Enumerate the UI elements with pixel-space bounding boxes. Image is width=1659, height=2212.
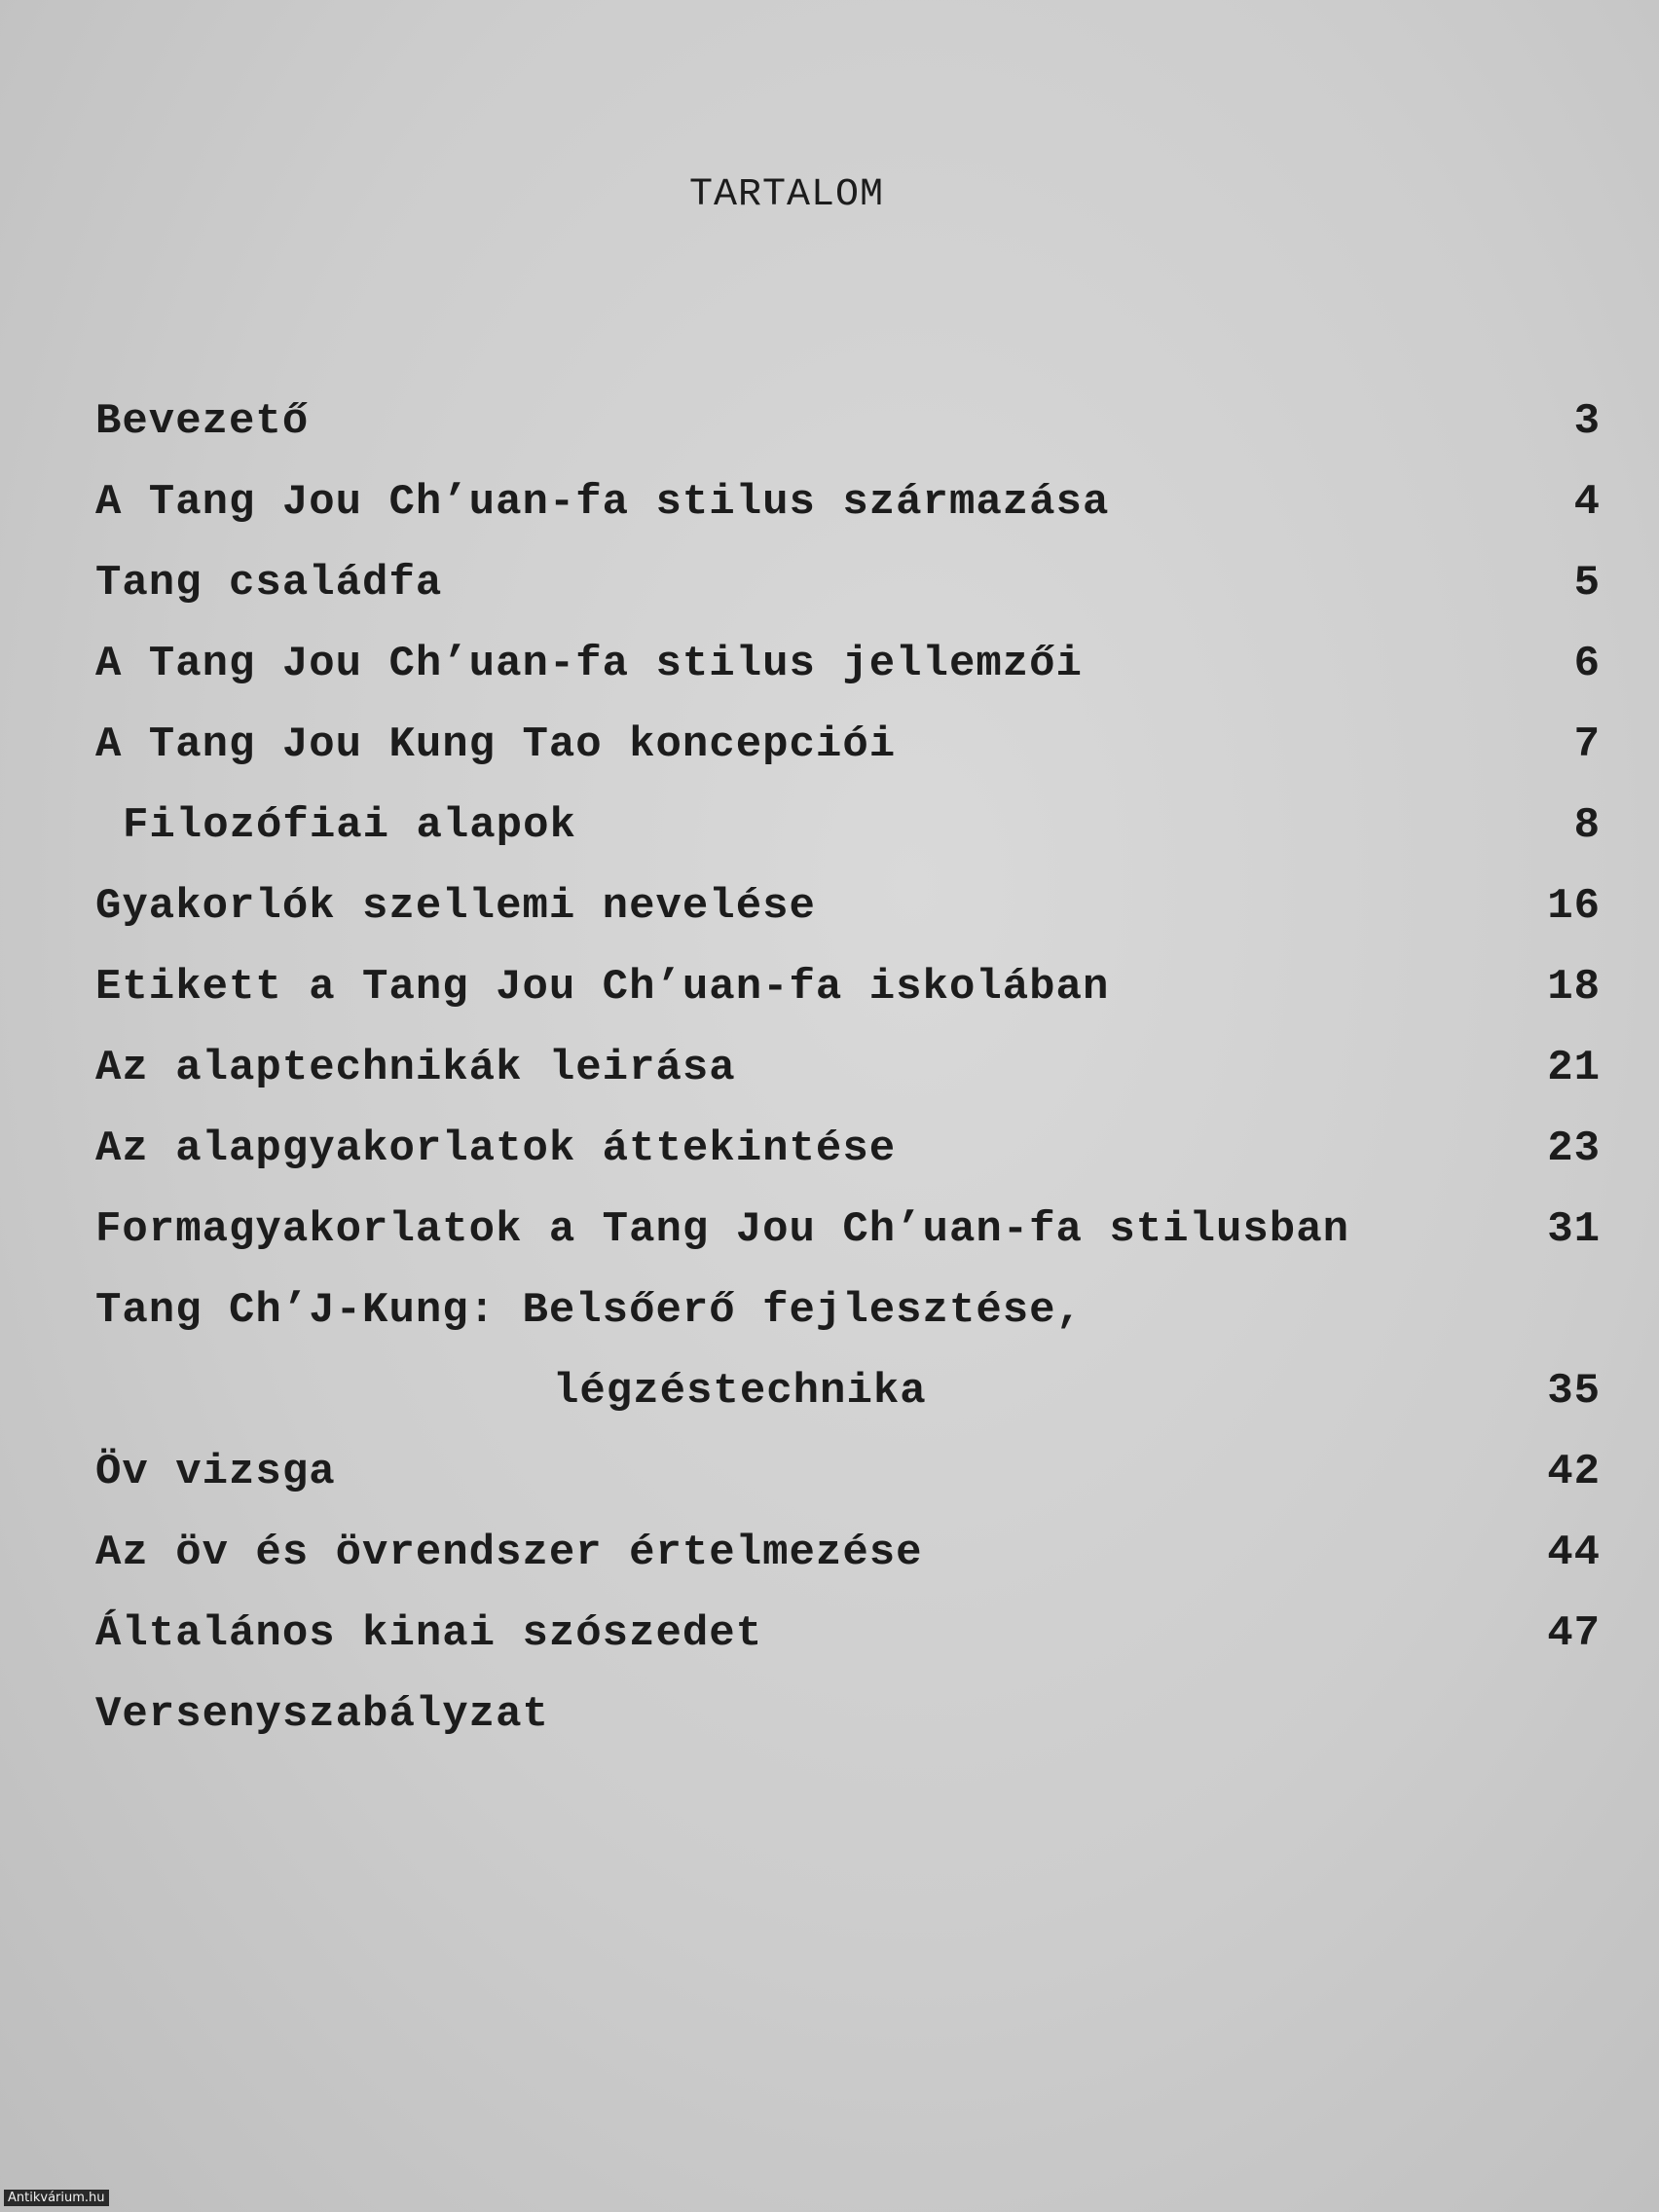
toc-entry-label: A Tang Jou Kung Tao koncepciói xyxy=(95,720,897,769)
toc-entry xyxy=(95,387,1601,468)
toc-entry xyxy=(95,953,1601,1034)
toc-entry xyxy=(95,549,1601,630)
toc-entry-label: Az öv és övrendszer értelmezése xyxy=(95,1529,923,1577)
page-title: TARTALOM xyxy=(688,173,885,217)
toc-entry-page: 6 xyxy=(1573,640,1601,688)
toc-entry-page: 8 xyxy=(1573,801,1601,850)
toc-entry xyxy=(95,630,1601,711)
toc-entry-label: Az alapgyakorlatok áttekintése xyxy=(95,1124,897,1173)
toc-entry xyxy=(95,468,1601,549)
toc-entry-label: Etikett a Tang Jou Ch’uan-fa iskolában xyxy=(95,963,1110,1012)
toc-entry xyxy=(95,1115,1601,1196)
toc-entry-page: 35 xyxy=(1547,1367,1601,1416)
toc-entry-page: 18 xyxy=(1547,963,1601,1012)
toc-entry-label: Bevezető xyxy=(95,397,310,446)
toc-entry-label: Gyakorlók szellemi nevelése xyxy=(95,882,816,931)
toc-entry-label: Tang Ch’J-Kung: Belsőerő fejlesztése, xyxy=(95,1286,1083,1335)
toc-entry xyxy=(95,711,1601,792)
toc-entry-label: Az alaptechnikák leirása xyxy=(95,1044,736,1092)
toc-entry xyxy=(95,872,1601,953)
toc-entry-page: 3 xyxy=(1573,397,1601,446)
toc-entry xyxy=(95,1034,1601,1115)
toc-entry-page: 42 xyxy=(1547,1448,1601,1496)
toc-entry-page: 31 xyxy=(1547,1205,1601,1254)
toc-entry-label: Tang családfa xyxy=(95,559,443,608)
toc-entry-label: Általános kinai szószedet xyxy=(95,1609,763,1658)
toc-entry-label: A Tang Jou Ch’uan-fa stilus jellemzői xyxy=(95,640,1083,688)
toc-entry-page: 16 xyxy=(1547,882,1601,931)
toc-entry-label: légzéstechnika xyxy=(553,1367,927,1416)
toc-entry-page: 7 xyxy=(1573,720,1601,769)
toc-entry-page: 21 xyxy=(1547,1044,1601,1092)
toc-entry-label: Formagyakorlatok a Tang Jou Ch’uan-fa stilusban xyxy=(95,1205,1350,1254)
toc-entry-page: 4 xyxy=(1573,478,1601,527)
toc-entry-page: 47 xyxy=(1547,1609,1601,1658)
toc-entry-page: 5 xyxy=(1573,559,1601,608)
toc-entry-page: 23 xyxy=(1547,1124,1601,1173)
toc-entry-label: A Tang Jou Ch’uan-fa stilus származása xyxy=(95,478,1110,527)
table-of-contents xyxy=(95,387,1601,1761)
toc-entry xyxy=(95,792,1601,872)
toc-entry xyxy=(95,1519,1601,1600)
toc-entry xyxy=(95,1196,1601,1276)
toc-entry xyxy=(95,1276,1601,1357)
toc-entry xyxy=(95,1680,1601,1761)
toc-entry-page: 44 xyxy=(1547,1529,1601,1577)
toc-entry-continuation xyxy=(95,1357,1601,1438)
toc-entry xyxy=(95,1600,1601,1680)
toc-entry-label: Filozófiai alapok xyxy=(123,801,576,850)
toc-entry xyxy=(95,1438,1601,1519)
watermark: Antikvárium.hu xyxy=(4,2190,109,2206)
toc-entry-label: Versenyszabályzat xyxy=(95,1690,549,1739)
toc-entry-label: Öv vizsga xyxy=(95,1448,336,1496)
